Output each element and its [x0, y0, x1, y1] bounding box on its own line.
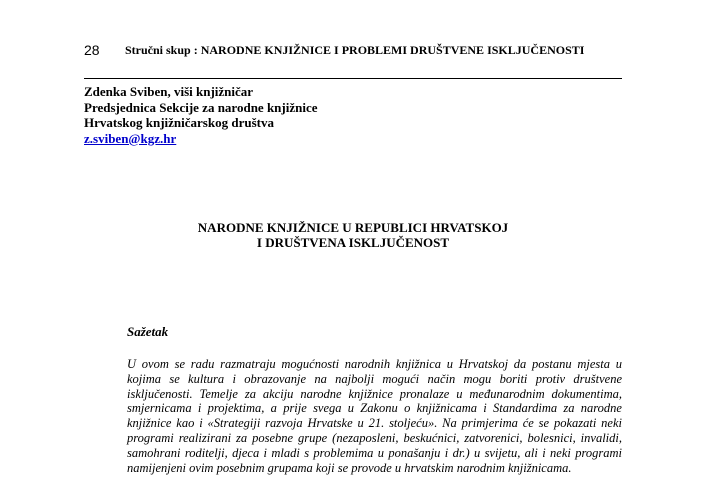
paper-title-line-2: I DRUŠTVENA ISKLJUČENOST — [256, 235, 450, 250]
abstract-body: U ovom se radu razmatraju mogućnosti narodnih knjižnica u Hrvatskoj da postanu mjesta u kojima se kultura i obrazovanje na najbolji mogući način mogu boriti protiv društvene isključenosti. Temelje za akciju narodne knjižnice pronalaze u međunarodnim dokumentima, smjernicama i projektima, a prije svega u Zakonu o knjižnicama i Standardima za narodne knjižnice kao i «Strategiji razvoja Hrvatske u 21. stoljeću». Na primjerima će se pokazati neki programi realizirani za posebne grupe (nezaposleni, beskućnici, zatvorenici, bolesnici, invalidi, samohrani roditelji, djeca i mladi s problemima u ponašanju i dr.) u svijetu, ali i neki programi namijenjeni ovim posebnim grupama koji se provode u hrvatskim narodnim knjižnicama. — [127, 357, 622, 475]
author-role: Predsjednica Sekcije za narodne knjižnice — [84, 99, 318, 115]
header-divider — [84, 78, 622, 79]
page-number: 28 — [84, 42, 100, 58]
author-organization: Hrvatskog knjižničarskog društva — [84, 115, 274, 130]
author-block — [84, 84, 318, 146]
author-email-link[interactable]: z.sviben@kgz.hr — [84, 130, 177, 146]
running-header-title: Stručni skup : NARODNE KNJIŽNICE I PROBLEMI DRUŠTVENE ISKLJUČENOSTI — [125, 43, 585, 57]
author-name: Zdenka Sviben, viši knjižničar — [84, 84, 254, 99]
abstract-heading: Sažetak — [127, 324, 169, 339]
paper-title-line-1: NARODNE KNJIŽNICE U REPUBLICI HRVATSKOJ — [197, 220, 509, 235]
paper-title — [84, 220, 622, 250]
